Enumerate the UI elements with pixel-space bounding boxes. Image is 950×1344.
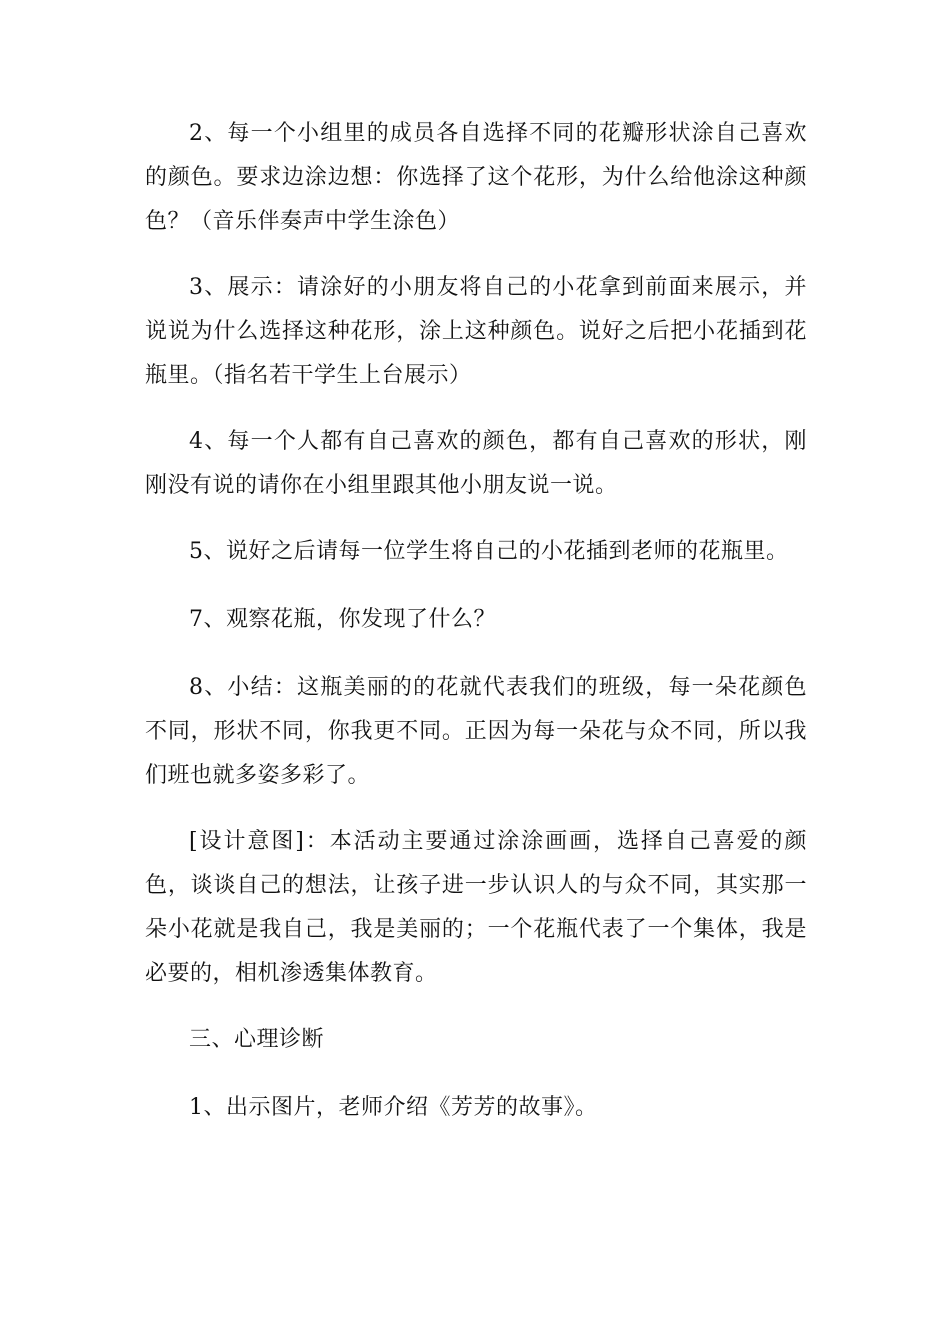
paragraph-step-8-summary: 8、小结：这瓶美丽的的花就代表我们的班级，每一朵花颜色不同，形状不同，你我更不同。正因为每一朵花与众不同，所以我们班也就多姿多彩了。: [145, 675, 807, 788]
paragraph-step-7: 7、观察花瓶，你发现了什么？: [189, 607, 496, 632]
paragraph-step-4: 4、每一个人都有自己喜欢的颜色，都有自己喜欢的形状，刚刚没有说的请你在小组里跟其他小朋友说一说。: [145, 429, 807, 498]
paragraph-step-5: 5、说好之后请每一位学生将自己的小花插到老师的花瓶里。: [189, 539, 789, 564]
paragraph-step-3: 3、展示：请涂好的小朋友将自己的小花拿到前面来展示，并说说为什么选择这种花形，涂上这种颜色。说好之后把小花插到花瓶里。（指名若干学生上台展示）: [145, 275, 807, 388]
document-body: [145, 112, 807, 1154]
paragraph-diagnosis-step-1: 1、出示图片，老师介绍《芳芳的故事》。: [189, 1095, 598, 1120]
section-heading-psychological-diagnosis: 三、心理诊断: [189, 1027, 325, 1052]
paragraph-step-2: 2、每一个小组里的成员各自选择不同的花瓣形状涂自己喜欢的颜色。要求边涂边想：你选择了这个花形，为什么给他涂这种颜色？（音乐伴奏声中学生涂色）: [145, 121, 807, 234]
paragraph-design-intent: [设计意图]：本活动主要通过涂涂画画，选择自己喜爱的颜色，谈谈自己的想法，让孩子进一步认识人的与众不同，其实那一朵小花就是我自己，我是美丽的；一个花瓶代表了一个集体，我是必要的，相机渗透集体教育。: [145, 829, 807, 986]
